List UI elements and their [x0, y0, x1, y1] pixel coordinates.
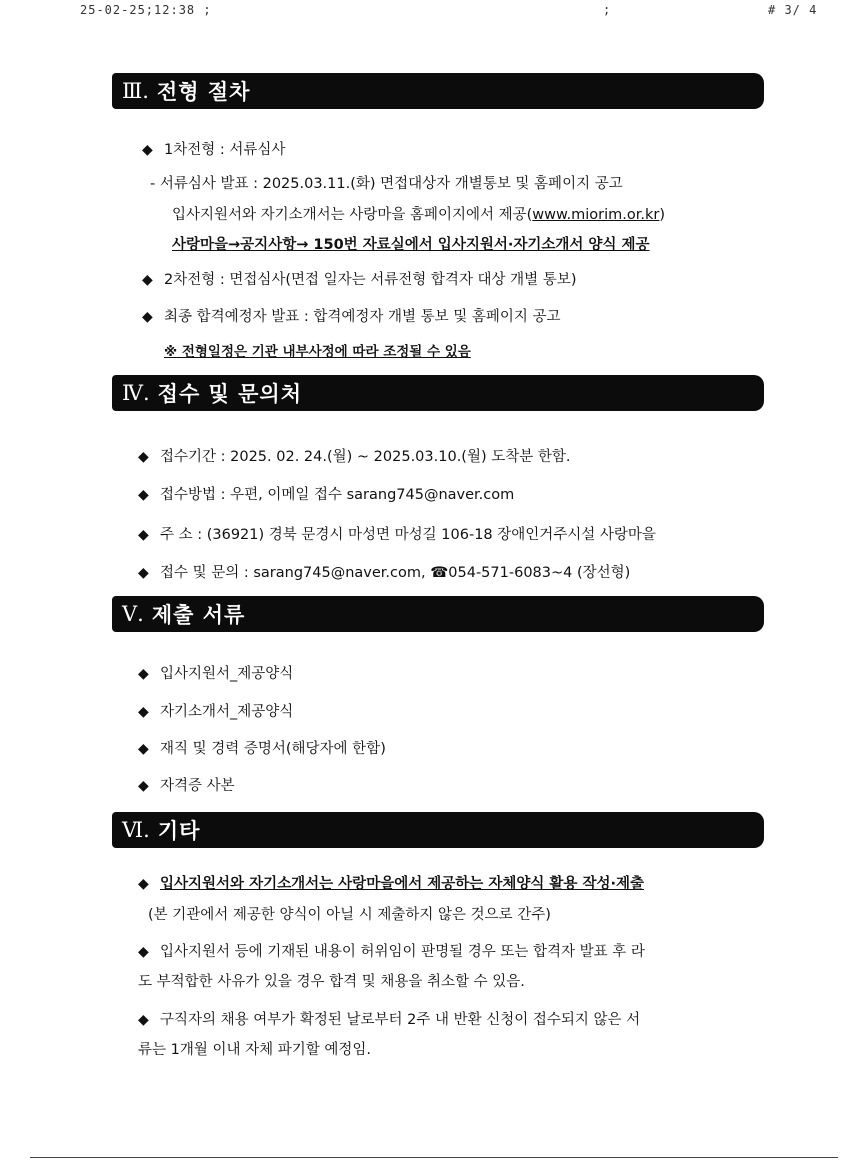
section-6-number: Ⅵ.	[122, 818, 150, 842]
document-text: 자격증 사본	[160, 778, 235, 794]
final-result-item	[142, 305, 561, 326]
address-item	[138, 523, 656, 544]
document-item	[138, 662, 293, 683]
contact-item	[138, 561, 630, 582]
etc-item-2-line-1	[138, 940, 645, 961]
provide-text: 입사지원서와 자기소개서는 사랑마을 홈페이지에서 제공(	[172, 207, 533, 223]
section-3-title: 전형 절차	[156, 80, 251, 104]
download-path-text: 사랑마을→공지사항→ 150번 자료실에서 입사지원서·자기소개서 양식 제공	[172, 237, 650, 253]
document-text: 자기소개서_제공양식	[160, 704, 294, 720]
section-4-number: Ⅳ.	[122, 381, 150, 405]
page-bottom-rule	[30, 1157, 838, 1158]
fax-header-page: # 3/ 4	[768, 3, 818, 17]
bullet-icon: ◆	[138, 487, 149, 503]
contact-text: 접수 및 문의 : sarang745@naver.com, ☎054-571-6083~4 (장선형)	[160, 565, 631, 581]
section-3-header	[112, 73, 764, 109]
etc-item-3-text: 구직자의 채용 여부가 확정된 날로부터 2주 내 반환 신청이 접수되지 않은 서	[160, 1012, 641, 1028]
provide-line	[172, 203, 665, 224]
document-item	[138, 737, 386, 758]
bullet-icon: ◆	[138, 449, 149, 465]
etc-item-3-line-1	[138, 1008, 640, 1029]
method-item	[138, 483, 514, 504]
fax-header-left: 25-02-25;12:38 ;	[80, 3, 212, 17]
section-4-title: 접수 및 문의처	[157, 382, 302, 406]
section-5-header	[112, 596, 764, 632]
bullet-icon: ◆	[138, 1012, 149, 1028]
etc-item-2-text: 입사지원서 등에 기재된 내용이 허위임이 판명될 경우 또는 합격자 발표 후 라	[160, 944, 645, 960]
fax-header-middle: ;	[603, 3, 612, 17]
etc-item-3-line-2: 류는 1개월 이내 자체 파기할 예정임.	[138, 1042, 371, 1058]
second-stage-text: 2차전형 : 면접심사(면접 일자는 서류전형 합격자 대상 개별 통보)	[164, 272, 577, 288]
second-stage-item	[142, 268, 576, 289]
etc-item-2-line-2: 도 부적합한 사유가 있을 경우 합격 및 채용을 취소할 수 있음.	[138, 974, 525, 990]
bullet-icon: ◆	[138, 944, 149, 960]
document-text: 입사지원서_제공양식	[160, 666, 294, 682]
section-5-title: 제출 서류	[151, 603, 246, 627]
section-4-header	[112, 375, 764, 411]
period-text: 접수기간 : 2025. 02. 24.(월) ~ 2025.03.10.(월) 도착분 한함.	[160, 449, 571, 465]
provide-suffix: )	[659, 207, 666, 223]
schedule-note: ※ 전형일정은 기관 내부사정에 따라 조정될 수 있음	[164, 344, 471, 360]
bullet-icon: ◆	[138, 666, 149, 682]
address-text: 주 소 : (36921) 경북 문경시 마성면 마성길 106-18 장애인거주시설 사랑마을	[160, 527, 656, 543]
bullet-icon: ◆	[138, 778, 149, 794]
bullet-icon: ◆	[138, 741, 149, 757]
bullet-icon: ◆	[142, 142, 153, 158]
first-stage-text: 1차전형 : 서류심사	[164, 142, 286, 158]
bullet-icon: ◆	[138, 565, 149, 581]
homepage-link[interactable]: www.miorim.or.kr	[532, 207, 660, 223]
bullet-icon: ◆	[142, 272, 153, 288]
document-text: 재직 및 경력 증명서(해당자에 한함)	[160, 741, 386, 757]
final-result-text: 최종 합격예정자 발표 : 합격예정자 개별 통보 및 홈페이지 공고	[164, 309, 561, 325]
first-stage-item	[142, 138, 285, 159]
section-6-header	[112, 812, 764, 848]
etc-item-1-note: (본 기관에서 제공한 양식이 아닐 시 제출하지 않은 것으로 간주)	[148, 907, 551, 923]
bullet-icon: ◆	[142, 309, 153, 325]
bullet-icon: ◆	[138, 704, 149, 720]
etc-item-1-text: 입사지원서와 자기소개서는 사랑마을에서 제공하는 자체양식 활용 작성·제출	[160, 876, 645, 892]
section-3-number: Ⅲ.	[122, 79, 149, 103]
bullet-icon: ◆	[138, 527, 149, 543]
period-item	[138, 445, 570, 466]
announce-text: - 서류심사 발표 : 2025.03.11.(화) 면접대상자 개별통보 및 홈페이지 공고	[150, 176, 623, 192]
method-text: 접수방법 : 우편, 이메일 접수 sarang745@naver.com	[160, 487, 515, 503]
section-5-number: Ⅴ.	[122, 602, 144, 626]
etc-item-1	[138, 872, 644, 893]
document-item	[138, 774, 235, 795]
document-item	[138, 700, 293, 721]
bullet-icon: ◆	[138, 876, 149, 892]
section-6-title: 기타	[157, 819, 201, 843]
